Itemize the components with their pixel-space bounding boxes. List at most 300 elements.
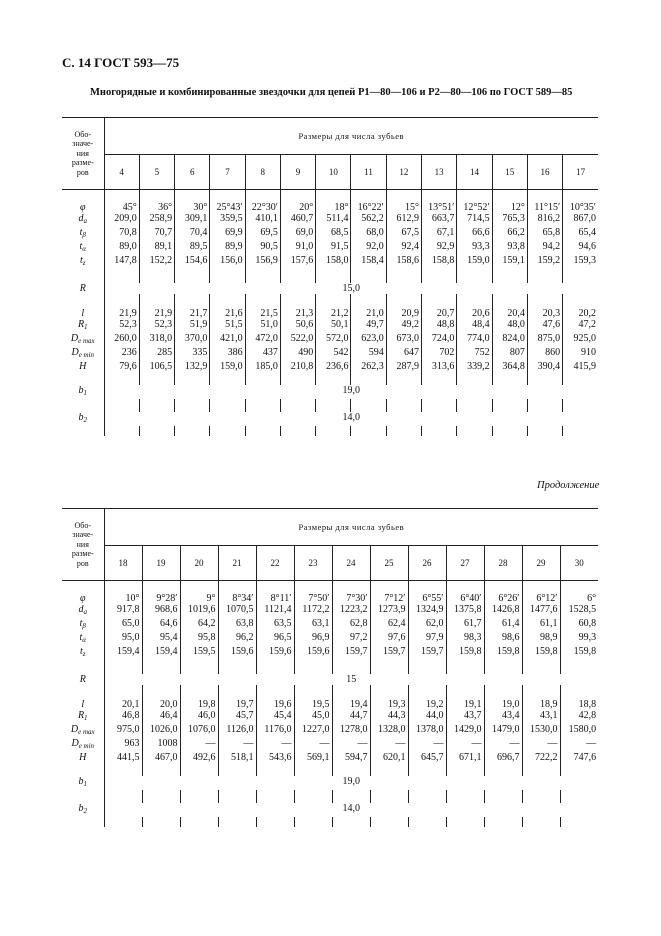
value-cell: 159,7 [370,646,408,660]
value-cell: 21,3 [280,308,315,319]
symbol-subscript: z [82,259,86,267]
spacer-cell [294,660,332,674]
symbol-main: t [79,227,83,238]
spacer-cell [386,426,421,436]
value-cell: 89,9 [210,241,245,255]
symbol-subscript: β [82,231,86,239]
value-cell: 64,2 [180,618,218,632]
value-cell: 158,6 [386,255,421,269]
value-cell: 9° [180,593,218,604]
spacer-row [62,372,598,385]
value-cell: 386 [210,347,245,361]
spacer-cell [256,685,294,699]
spacer-cell [370,685,408,699]
value-cell: 542 [316,347,351,361]
symbol-cell [62,699,104,710]
value-cell: 64,6 [142,618,180,632]
value-cell: 50,1 [316,319,351,333]
value-cell: 70,7 [139,227,174,241]
value-cell: 96,2 [218,632,256,646]
value-cell: 518,1 [218,752,256,763]
spacer-cell [104,269,139,283]
symbol-cell [62,646,104,660]
value-cell: 594,7 [332,752,370,763]
symbol-cell [62,283,104,294]
value-cell: 158,0 [316,255,351,269]
value-cell: 774,0 [457,333,492,347]
value-cell: 92,4 [386,241,421,255]
spacer-cell [280,372,315,385]
symbol-main: φ [79,202,86,213]
spacer-cell [62,426,104,436]
spacer-cell [560,685,598,699]
spacer-cell [386,399,421,412]
spacer-cell [408,763,446,776]
symbol-main: t [79,618,83,629]
data-row-da [62,213,598,227]
data-row-tz [62,646,598,660]
value-cell: 159,7 [408,646,446,660]
value-cell: 671,1 [446,752,484,763]
spacer-cell [180,581,218,594]
spacer-cell [256,790,294,803]
value-cell: 968,6 [142,604,180,618]
value-cell: 19,0 [484,699,522,710]
spacer-cell [422,426,457,436]
value-cell: 48,8 [422,319,457,333]
value-cell: — [180,738,218,752]
common-value: 14,0 [342,412,360,423]
value-cell: 562,2 [351,213,386,227]
value-cell: 90,5 [245,241,280,255]
spacer-cell [142,817,180,827]
value-cell: 236 [104,347,139,361]
spacer-cell [104,685,142,699]
spacer-cell [62,190,104,203]
value-cell: 10°35′ [569,202,596,213]
data-row-phi [62,593,598,604]
value-cell: 612,9 [386,213,421,227]
symbol-main: H [79,752,87,763]
value-cell: 20,9 [386,308,421,319]
teeth-number: 13 [422,155,457,190]
spacer-cell [386,294,421,308]
spacer-cell [492,426,527,436]
value-cell: 98,3 [446,632,484,646]
value-cell: 647 [386,347,421,361]
value-cell: 159,0 [457,255,492,269]
spacer-cell [104,426,139,436]
value-cell: 43,1 [522,710,560,724]
value-cell: 63,8 [218,618,256,632]
value-cell: 364,8 [492,361,527,372]
symbol-cell [62,361,104,372]
value-cell: 236,6 [316,361,351,372]
spacer-cell [457,426,492,436]
spacer-cell [256,581,294,594]
value-cell: 285 [139,347,174,361]
designation-header [62,118,104,190]
spacer-cell [351,269,386,283]
symbol-cell [62,674,104,685]
spacer-cell [386,269,421,283]
teeth-number: 9 [280,155,315,190]
value-cell: 18,8 [578,699,597,710]
spacer-cell [492,399,527,412]
value-cell: 95,4 [142,632,180,646]
spacer-cell [280,294,315,308]
value-cell: 437 [245,347,280,361]
spacer-cell [180,685,218,699]
spacer-cell [522,763,560,776]
spacer-cell [62,790,104,803]
spacer-cell [180,660,218,674]
spacer-row [62,190,598,203]
value-cell: 66,6 [457,227,492,241]
value-cell: 93,8 [492,241,527,255]
symbol-cell [62,738,104,752]
teeth-number: 28 [484,546,522,581]
designation-header [62,509,104,581]
value-cell: 12°52′ [457,202,492,213]
symbol-cell [62,202,104,213]
value-cell: 21,7 [175,308,210,319]
designation-header-line: значе- [72,139,94,149]
designation-header-line: разме- [71,549,94,559]
spacer-cell [280,269,315,283]
value-cell: 61,4 [484,618,522,632]
value-cell: 159,8 [446,646,484,660]
value-cell: 415,9 [573,361,596,372]
spacer-cell [563,190,598,203]
spacer-cell [62,372,104,385]
spacer-cell [294,685,332,699]
value-cell: 645,7 [408,752,446,763]
value-cell: 18,9 [522,699,560,710]
common-value: 19,0 [342,776,361,787]
value-cell: 96,5 [256,632,294,646]
value-cell: 51,0 [245,319,280,333]
symbol-main: φ [79,593,86,604]
spacer-cell [422,372,457,385]
symbol-subscript: β [82,622,86,630]
data-row-Demax [62,724,598,738]
value-cell: 47,2 [578,319,596,330]
spacer-cell [408,790,446,803]
teeth-number: 17 [563,155,598,190]
value-cell: 46,0 [180,710,218,724]
spacer-cell [175,426,210,436]
symbol-main: l [81,308,85,319]
value-cell: 159,6 [256,646,294,660]
symbol-subscript: 1 [84,323,88,331]
value-cell: 421,0 [210,333,245,347]
spacer-cell [139,399,174,412]
spacer-cell [218,581,256,594]
value-cell: 70,8 [104,227,139,241]
spacer-row [62,685,598,699]
spacer-cell [492,372,527,385]
teeth-number: 25 [370,546,408,581]
spacer-cell [62,269,104,283]
symbol-main: t [79,632,83,643]
value-cell: 89,1 [139,241,174,255]
data-row-ta [62,632,598,646]
value-cell: 21,6 [210,308,245,319]
teeth-number: 16 [527,155,562,190]
value-cell: 44,3 [370,710,408,724]
value-cell: 62,0 [408,618,446,632]
teeth-number: 14 [457,155,492,190]
spacer-cell [245,372,280,385]
value-cell: 1172,2 [294,604,332,618]
value-cell: 185,0 [245,361,280,372]
spacer-row [62,581,598,594]
value-cell: 13°51′ [422,202,457,213]
data-row-tb [62,618,598,632]
value-cell: 702 [422,347,457,361]
spacer-cell [139,426,174,436]
value-cell: 1227,0 [294,724,332,738]
spacer-cell [527,190,562,203]
spacer-cell [446,790,484,803]
spacer-cell [522,790,560,803]
value-cell: — [586,738,597,749]
value-cell: 69,0 [280,227,315,241]
value-cell: 6°55′ [408,593,446,604]
spacer-cell [104,372,139,385]
symbol-subscript: a [83,217,87,225]
value-cell: 20,0 [142,699,180,710]
value-cell: 696,7 [484,752,522,763]
symbol-subscript: α [82,636,86,644]
teeth-number: 26 [408,546,446,581]
value-cell: 97,2 [332,632,370,646]
teeth-number: 8 [245,155,280,190]
value-cell: 6°26′ [484,593,522,604]
spacer-cell [370,763,408,776]
value-cell: 156,9 [245,255,280,269]
value-cell: 19,8 [180,699,218,710]
symbol-subscript: z [82,650,86,658]
value-cell: 1530,0 [522,724,560,738]
value-cell: 963 [104,738,142,752]
symbol-subscript: a [83,608,87,616]
value-cell: 65,8 [527,227,562,241]
teeth-number: 4 [104,155,139,190]
symbol-main: d [78,604,84,615]
symbol-main: R [79,283,86,294]
sprocket-table-1 [62,117,598,436]
value-cell: 20,7 [422,308,457,319]
spacer-cell [210,269,245,283]
value-cell: 19,3 [370,699,408,710]
value-cell: 441,5 [104,752,142,763]
value-cell: 63,5 [256,618,294,632]
symbol-main: t [79,646,83,657]
symbol-cell [62,776,104,790]
spacer-cell [62,581,104,594]
symbol-cell [62,604,104,618]
value-cell: 62,4 [370,618,408,632]
spacer-cell [560,763,598,776]
value-cell: 1580,0 [568,724,597,735]
value-cell: 48,0 [492,319,527,333]
spacer-cell [484,817,522,827]
spacer-cell [370,817,408,827]
value-cell: 925,0 [573,333,596,344]
value-cell: 43,7 [446,710,484,724]
spacer-cell [245,190,280,203]
value-cell: 1273,9 [370,604,408,618]
value-cell: 69,9 [210,227,245,241]
data-row-tb [62,227,598,241]
value-cell: 390,4 [527,361,562,372]
spacer-cell [104,581,142,594]
data-row-b1 [62,385,598,399]
data-row-da [62,604,598,618]
teeth-number: 10 [316,155,351,190]
designation-header-line: Обо- [74,520,91,530]
data-row-H [62,752,598,763]
symbol-cell [62,803,104,817]
spacer-cell [175,399,210,412]
value-cell: 1426,8 [484,604,522,618]
spacer-cell [563,269,598,283]
value-cell: 1076,0 [180,724,218,738]
value-cell: 287,9 [386,361,421,372]
value-cell: 11°15′ [527,202,562,213]
spacer-cell [457,372,492,385]
teeth-number: 12 [386,155,421,190]
value-cell: 159,0 [210,361,245,372]
spacer-cell [218,790,256,803]
value-cell: 7°50′ [294,593,332,604]
designation-header-line: значе- [72,530,94,540]
spacer-cell [175,190,210,203]
symbol-main: D [70,724,79,735]
value-cell: — [522,738,560,752]
value-cell: 19,4 [332,699,370,710]
teeth-count-header: Размеры для числа зубьев [104,118,598,155]
value-cell: 45° [104,202,139,213]
spacer-cell [563,426,598,436]
symbol-main: b [78,776,84,787]
value-cell: 98,6 [484,632,522,646]
value-cell: 22°30′ [245,202,280,213]
spacer-cell [210,190,245,203]
teeth-number: 6 [175,155,210,190]
value-cell: 816,2 [527,213,562,227]
value-cell: 860 [527,347,562,361]
symbol-subscript: e max [78,728,95,736]
value-cell: 91,0 [280,241,315,255]
teeth-number: 30 [560,546,598,581]
spacer-cell [62,763,104,776]
teeth-number-row [62,155,598,190]
value-cell: 21,9 [139,308,174,319]
symbol-cell [62,213,104,227]
value-cell: 975,0 [104,724,142,738]
value-cell: 824,0 [492,333,527,347]
spacer-cell [245,399,280,412]
spacer-cell [370,660,408,674]
data-row-Demin [62,347,598,361]
spacer-cell [139,190,174,203]
value-cell: — [370,738,408,752]
common-value: 14,0 [342,803,361,814]
symbol-main: R [79,674,86,685]
spacer-cell [62,660,104,674]
teeth-number: 24 [332,546,370,581]
value-cell: 673,0 [386,333,421,347]
value-cell: 106,5 [139,361,174,372]
spacer-cell [62,817,104,827]
value-cell: 258,9 [139,213,174,227]
value-cell: 910 [581,347,596,358]
teeth-number: 21 [218,546,256,581]
spacer-cell [316,426,351,436]
data-row-phi [62,202,598,213]
spacer-cell [422,294,457,308]
spacer-cell [484,581,522,594]
value-cell: 147,8 [104,255,139,269]
value-cell: 1070,5 [218,604,256,618]
value-cell: 159,4 [142,646,180,660]
symbol-main: D [70,333,79,344]
spacer-cell [332,660,370,674]
value-cell: 714,5 [457,213,492,227]
spacer-cell [563,294,598,308]
value-cell: 19,5 [294,699,332,710]
value-cell: 594 [351,347,386,361]
spacer-cell [332,685,370,699]
value-cell: 30° [175,202,210,213]
value-cell: 7°12′ [370,593,408,604]
spacer-cell [386,372,421,385]
teeth-number: 23 [294,546,332,581]
value-cell: 45,4 [256,710,294,724]
spacer-cell [294,763,332,776]
data-row-l [62,699,598,710]
spacer-row [62,763,598,776]
value-cell: 49,7 [351,319,386,333]
spacer-cell [446,581,484,594]
spacer-cell [316,399,351,412]
value-cell: 50,6 [280,319,315,333]
value-cell: 159,8 [484,646,522,660]
symbol-cell [62,347,104,361]
spacer-cell [370,790,408,803]
spacer-cell [527,269,562,283]
teeth-number: 20 [180,546,218,581]
value-cell: 51,9 [175,319,210,333]
data-row-R1 [62,319,598,333]
teeth-number: 7 [210,155,245,190]
header-row [62,509,598,546]
value-cell: 21,0 [351,308,386,319]
value-cell: 370,0 [175,333,210,347]
value-cell: 159,1 [492,255,527,269]
value-cell: 1429,0 [446,724,484,738]
spacer-cell [457,399,492,412]
value-cell: 62,8 [332,618,370,632]
value-cell: 752 [457,347,492,361]
value-cell: 1126,0 [218,724,256,738]
symbol-cell [62,412,104,426]
value-cell: 20,2 [578,308,596,319]
value-cell: 807 [492,347,527,361]
